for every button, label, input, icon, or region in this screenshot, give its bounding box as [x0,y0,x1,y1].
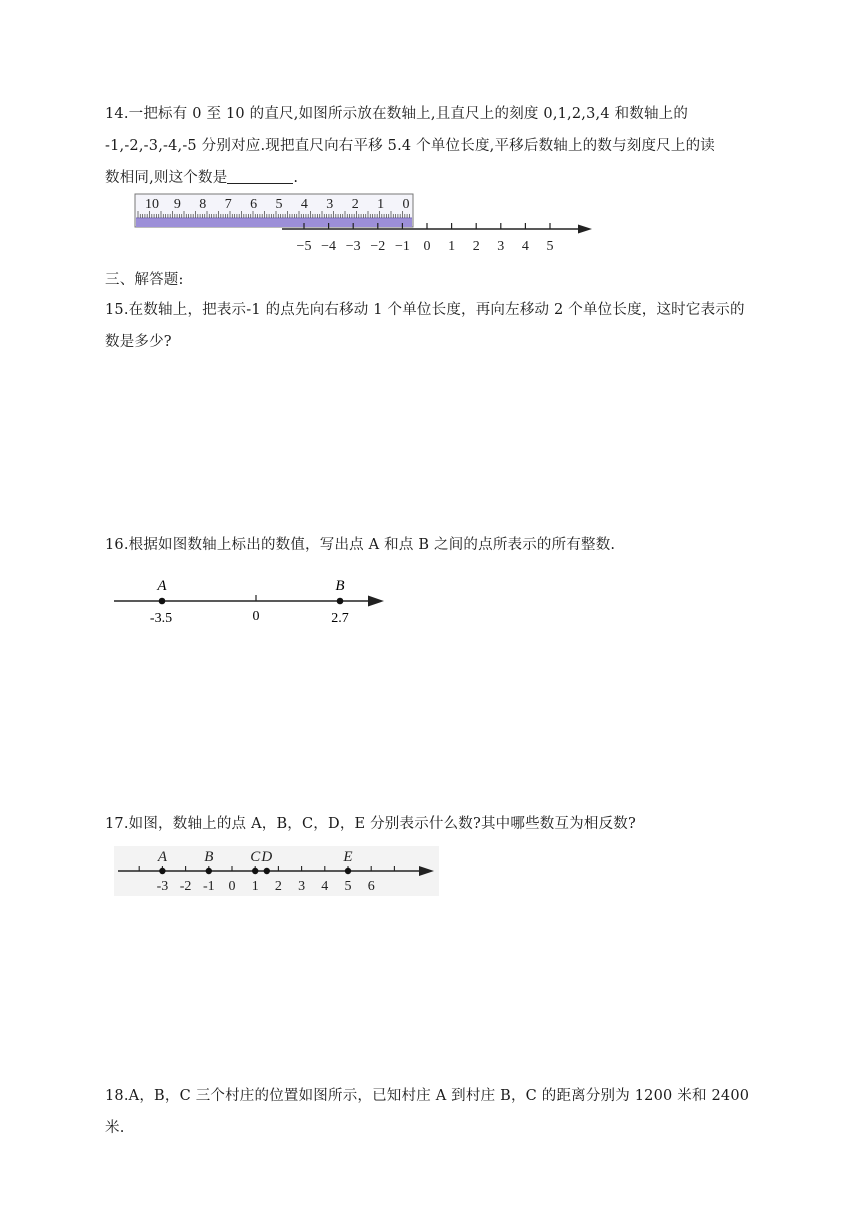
q17-point-a [159,868,165,874]
question-14 [105,98,760,194]
question-18: 18.A，B，C 三个村庄的位置如图所示，已知村庄 A 到村庄 B，C 的距离分别为 1200 米和 2400 米. [105,1088,750,1136]
ruler-label: 4 [300,197,308,212]
ruler-label: 2 [351,197,359,212]
ruler-label: 10 [145,197,159,212]
question-15 [105,294,760,358]
q16-arrow-head [368,596,384,607]
ruler-label: 1 [377,197,385,212]
q14-line-1: 14.一把标有 0 至 10 的直尺,如图所示放在数轴上,且直尺上的刻度 0,1,2,3,4 和数轴上的 [105,106,689,122]
q14-line-3-text: 数相同,则这个数是 [105,170,228,186]
axis-label: −4 [321,239,337,254]
axis-label: 2 [472,239,480,254]
section-heading: 三、解答题: [105,272,184,288]
axis-label: −5 [296,239,312,254]
q17-point-d [264,868,270,874]
q17-tick-label: -3 [156,879,169,894]
q17-tick-label: 2 [274,879,282,894]
axis-label: 0 [423,239,431,254]
question-16: 16.根据如图数轴上标出的数值，写出点 A 和点 B 之间的点所表示的所有整数. [105,537,616,553]
q16-point-b-value: 2.7 [331,611,349,626]
q14-line-3-end: . [293,170,299,186]
ruler-shaded-band [136,218,412,227]
q16-point-a-value: -3.5 [149,611,173,626]
q16-point-b-name: B [335,578,345,594]
q17-point-c [252,868,258,874]
axis-label: 3 [497,239,505,254]
ruler-label: 3 [326,197,334,212]
q17-point-name: E [343,849,353,865]
q17-point-name: D [261,849,273,865]
q16-origin-label: 0 [252,609,260,624]
question-17: 17.如图，数轴上的点 A，B，C，D，E 分别表示什么数?其中哪些数互为相反数? [105,816,636,832]
q17-point-e [345,868,351,874]
ruler-label: 5 [275,197,283,212]
ruler-label: 9 [173,197,181,212]
axis-label: −3 [345,239,361,254]
q17-point-name: B [204,849,214,865]
q17-tick-label: 3 [298,879,306,894]
axis-label: 5 [546,239,554,254]
q16-number-line-figure [112,572,392,632]
q17-tick-label: -2 [179,879,192,894]
axis-label: −2 [370,239,386,254]
axis-label: 1 [448,239,456,254]
q17-tick-label: 5 [344,879,352,894]
arrow-head [578,225,592,234]
q17-number-line-figure [114,846,439,896]
q14-line-2: -1,-2,-3,-4,-5 分别对应.现把直尺向右平移 5.4 个单位长度,平移后数轴上的数与刻度尺上的读 [105,138,715,154]
q17-tick-label: 6 [367,879,375,894]
q16-point-a-name: A [157,578,167,594]
axis-label: −1 [394,239,410,254]
q17-tick-label: 0 [228,879,236,894]
ruler-label: 0 [402,197,410,212]
q17-point-b [206,868,212,874]
ruler-numberline-figure [130,192,600,262]
q17-tick-label: 4 [321,879,329,894]
q15-line-2: 数是多少? [105,334,172,350]
q17-point-name: C [250,849,261,865]
q16-point-a [159,598,166,605]
q17-point-name: A [157,849,167,865]
q15-line-1: 15.在数轴上，把表示-1 的点先向右移动 1 个单位长度，再向左移动 2 个单位长度，这时它表示的 [105,302,745,318]
ruler-label: 8 [199,197,207,212]
ruler-label: 7 [224,197,232,212]
q16-point-b [337,598,344,605]
q17-tick-label: 1 [251,879,259,894]
ruler-label: 6 [250,197,258,212]
q14-line-3 [105,162,760,194]
answer-blank [227,169,293,184]
axis-label: 4 [521,239,529,254]
q17-tick-label: -1 [202,879,215,894]
